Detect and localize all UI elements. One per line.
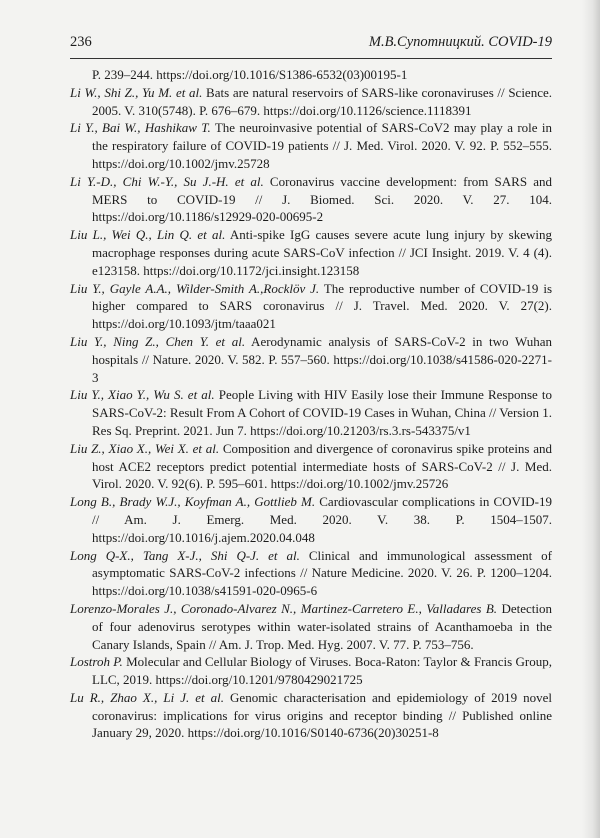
reference-item (70, 226, 552, 279)
reference-item (70, 333, 552, 386)
reference-authors: Li W., Shi Z., Yu M. et al. (70, 84, 203, 100)
page-number: 236 (70, 34, 92, 50)
reference-text: Bats are natural reservoirs of SARS-like coronaviruses // Science. 2005. V. 310(5748). P. 676–679. https://doi.org/10.1126/science.1118391 (92, 84, 552, 118)
header-rule (70, 58, 552, 59)
reference-text: Molecular and Cellular Biology of Viruses. Boca-Raton: Taylor & Francis Group, LLC, 2019. https://doi.org/10.1201/9780429021725 (92, 654, 552, 688)
reference-item (70, 600, 552, 653)
reference-authors: Long Q-X., Tang X-J., Shi Q-J. et al. (70, 547, 300, 563)
reference-authors: Li Y.-D., Chi W.-Y., Su J.-H. et al. (70, 173, 264, 189)
reference-item (70, 653, 552, 689)
page-edge-shadow (582, 0, 600, 838)
reference-authors: Liu L., Wei Q., Lin Q. et al. (70, 227, 226, 243)
reference-text: The neuroinvasive potential of SARS-CoV2 may play a role in the respiratory failure of COVID-19 patients // J. Med. Virol. 2020. V. 92. P. 552–555. https://doi.org/10.1002/jmv.25728 (92, 120, 552, 171)
reference-item (70, 119, 552, 172)
reference-text: Coronavirus vaccine development: from SARS and MERS to COVID-19 // J. Biomed. Sci. 2020. V. 27. 104. https://doi.org/10.1186/s12929-020-00695-2 (92, 173, 552, 225)
reference-text: Detection of four adenovirus serotypes within water-isolated strains of Acanthamoeba in the Canary Islands, Spain // Am. J. Trop. Med. Hyg. 2007. V. 77. P. 753–756. (92, 600, 552, 652)
reference-authors: Liu Y., Gayle A.A., Wilder-Smith A.,Rocklöv J. (70, 280, 320, 296)
reference-text: Clinical and immunological assessment of asymptomatic SARS-CoV-2 infections // Nature Medicine. 2020. V. 26. P. 1200–1204. https://doi.org/10.1038/s41591-020-0965-6 (92, 547, 552, 599)
reference-text: Aerodynamic analysis of SARS-CoV-2 in two Wuhan hospitals // Nature. 2020. V. 582. P. 557–560. https://doi.org/10.1038/s41586-020-2271-3 (92, 333, 552, 385)
reference-item (70, 173, 552, 226)
reference-authors: Liu Y., Ning Z., Chen Y. et al. (70, 333, 246, 349)
reference-item (70, 280, 552, 333)
reference-list (70, 66, 552, 742)
reference-item (70, 689, 552, 742)
reference-item (70, 84, 552, 120)
reference-authors: Lorenzo-Morales J., Coronado-Alvarez N., Martinez-Carretero E., Valladares B. (70, 600, 498, 616)
page-header (70, 34, 552, 56)
reference-text: Anti-spike IgG causes severe acute lung injury by skewing macrophage responses during acute SARS-CoV infection // JCI Insight. 2019. V. 4 (4). e123158. https://doi.org/10.1172/jci.insight.123158 (92, 227, 552, 278)
reference-text: Composition and divergence of coronavirus spike proteins and host ACE2 receptors predict potential intermediate hosts of SARS-CoV-2 // J. Med. Virol. 2020. V. 92(6). P. 595–601. https://doi.org/10.1002/jmv.25726 (92, 440, 552, 492)
running-title: М.В.Супотницкий. COVID-19 (368, 34, 552, 50)
reference-authors: Lu R., Zhao X., Li J. et al. (70, 689, 225, 705)
reference-item (70, 386, 552, 439)
reference-authors: Lostroh P. (70, 654, 123, 670)
reference-item (70, 493, 552, 546)
reference-authors: Long B., Brady W.J., Koyfman A., Gottlieb M. (70, 494, 316, 510)
reference-text: People Living with HIV Easily lose their Immune Response to SARS-CoV-2: Result From A Cohort of COVID-19 Cases in Wuhan, China // Version 1. Res Sq. Preprint. 2021. Jun 7. https://doi.org/10.21203/rs.3.rs-543375/v1 (92, 387, 552, 438)
reference-authors: Liu Z., Xiao X., Wei X. et al. (70, 440, 220, 456)
reference-text: The reproductive number of COVID-19 is higher compared to SARS coronavirus // J. Travel. Med. 2020. V. 27(2). https://doi.org/10.1093/jtm/taaa021 (92, 280, 552, 332)
reference-item: P. 239–244. https://doi.org/10.1016/S1386-6532(03)00195-1 (92, 67, 408, 82)
reference-text: Cardiovascular complications in COVID-19 // Am. J. Emerg. Med. 2020. V. 38. P. 1504–1507. https://doi.org/10.1016/j.ajem.2020.04.048 (92, 494, 552, 545)
reference-authors: Li Y., Bai W., Hashikaw T. (70, 120, 211, 136)
reference-authors: Liu Y., Xiao Y., Wu S. et al. (70, 387, 215, 403)
reference-text: Genomic characterisation and epidemiology of 2019 novel coronavirus: implications for virus origins and receptor binding // Published online January 29, 2020. https://doi.org/10.1016/S0140-6736(20)30251-8 (92, 689, 553, 741)
reference-item (70, 547, 552, 600)
reference-item (70, 440, 552, 493)
